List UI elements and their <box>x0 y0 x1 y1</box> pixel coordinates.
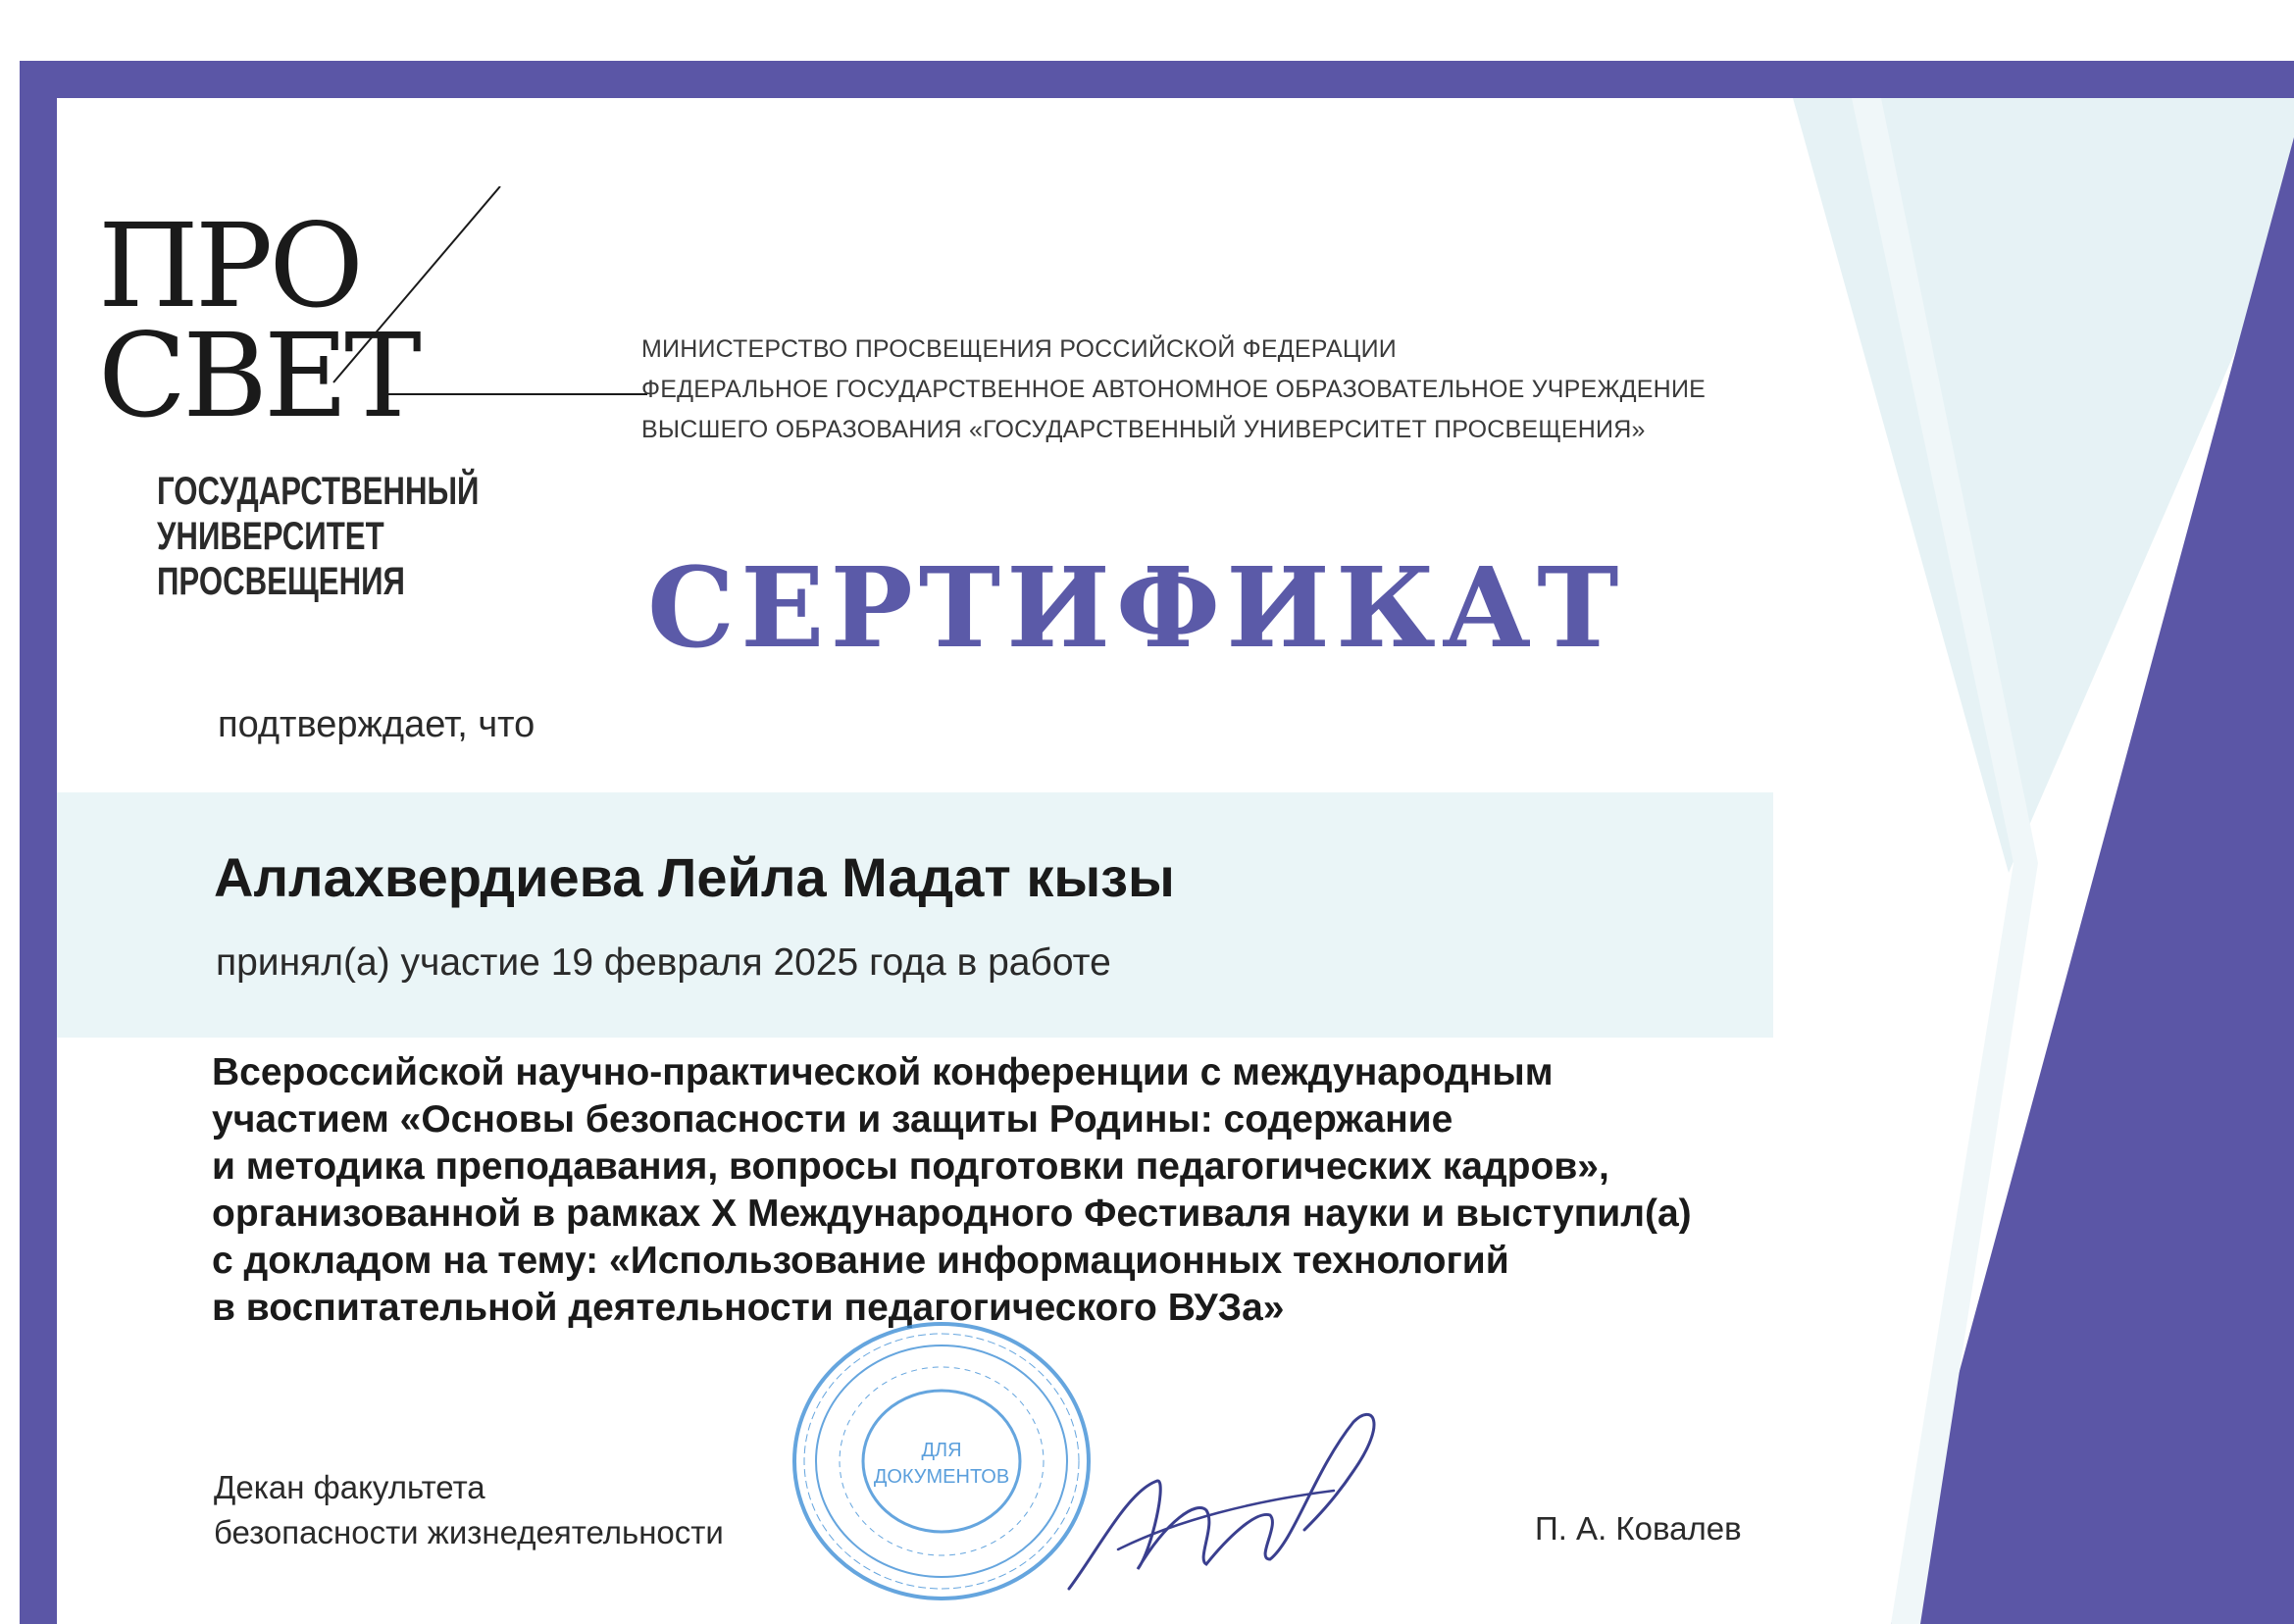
conference-line: и методика преподавания, вопросы подготовки педагогических кадров», <box>212 1145 1609 1188</box>
conference-description <box>212 1049 1977 1332</box>
logo-subtitle-line: ГОСУДАРСТВЕННЫЙ <box>157 470 480 513</box>
ministry-line: МИНИСТЕРСТВО ПРОСВЕЩЕНИЯ РОССИЙСКОЙ ФЕДЕРАЦИИ <box>641 335 1397 363</box>
signer-title-line: Декан факультета <box>214 1469 485 1505</box>
ministry-line: ФЕДЕРАЛЬНОЕ ГОСУДАРСТВЕННОЕ АВТОНОМНОЕ ОБРАЗОВАТЕЛЬНОЕ УЧРЕЖДЕНИЕ <box>641 376 1706 403</box>
logo-line-2: СВЕТ <box>98 308 418 443</box>
conference-line: участием «Основы безопасности и защиты Родины: содержание <box>212 1098 1453 1141</box>
signer-title-line: безопасности жизнедеятельности <box>214 1514 724 1550</box>
logo-subtitle-line: ПРОСВЕЩЕНИЯ <box>157 560 405 603</box>
signer-title <box>214 1465 724 1555</box>
logo-subtitle-line: УНИВЕРСИТЕТ <box>157 515 384 558</box>
certificate-title: СЕРТИФИКАТ <box>647 544 1625 673</box>
signature-mark <box>1059 1402 1393 1599</box>
conference-line: Всероссийской научно-практической конференции с международным <box>212 1051 1554 1093</box>
stamp-center-line-1: ДЛЯ <box>921 1440 962 1461</box>
official-stamp <box>785 1314 1098 1608</box>
participation-text: принял(а) участие 19 февраля 2025 года в работе <box>216 941 1111 984</box>
recipient-name: Аллахвердиева Лейла Мадат кызы <box>214 846 1175 908</box>
ministry-header <box>641 330 1706 450</box>
signer-name: П. А. Ковалев <box>1535 1510 1742 1547</box>
conference-line: в воспитательной деятельности педагогического ВУЗа» <box>212 1287 1285 1329</box>
name-band <box>57 792 1773 1038</box>
logo-line-1: ПРО <box>98 198 361 333</box>
confirms-text: подтверждает, что <box>218 704 535 745</box>
stamp-center-line-2: ДОКУМЕНТОВ <box>873 1466 1010 1488</box>
conference-line: организованной в рамках X Международного Фестиваля науки и выступил(а) <box>212 1193 1692 1235</box>
logo-wordmark <box>98 198 418 443</box>
logo-subtitle <box>157 469 479 604</box>
conference-line: с докладом на тему: «Использование информационных технологий <box>212 1240 1509 1282</box>
ministry-line: ВЫСШЕГО ОБРАЗОВАНИЯ «ГОСУДАРСТВЕННЫЙ УНИВЕРСИТЕТ ПРОСВЕЩЕНИЯ» <box>641 416 1646 443</box>
